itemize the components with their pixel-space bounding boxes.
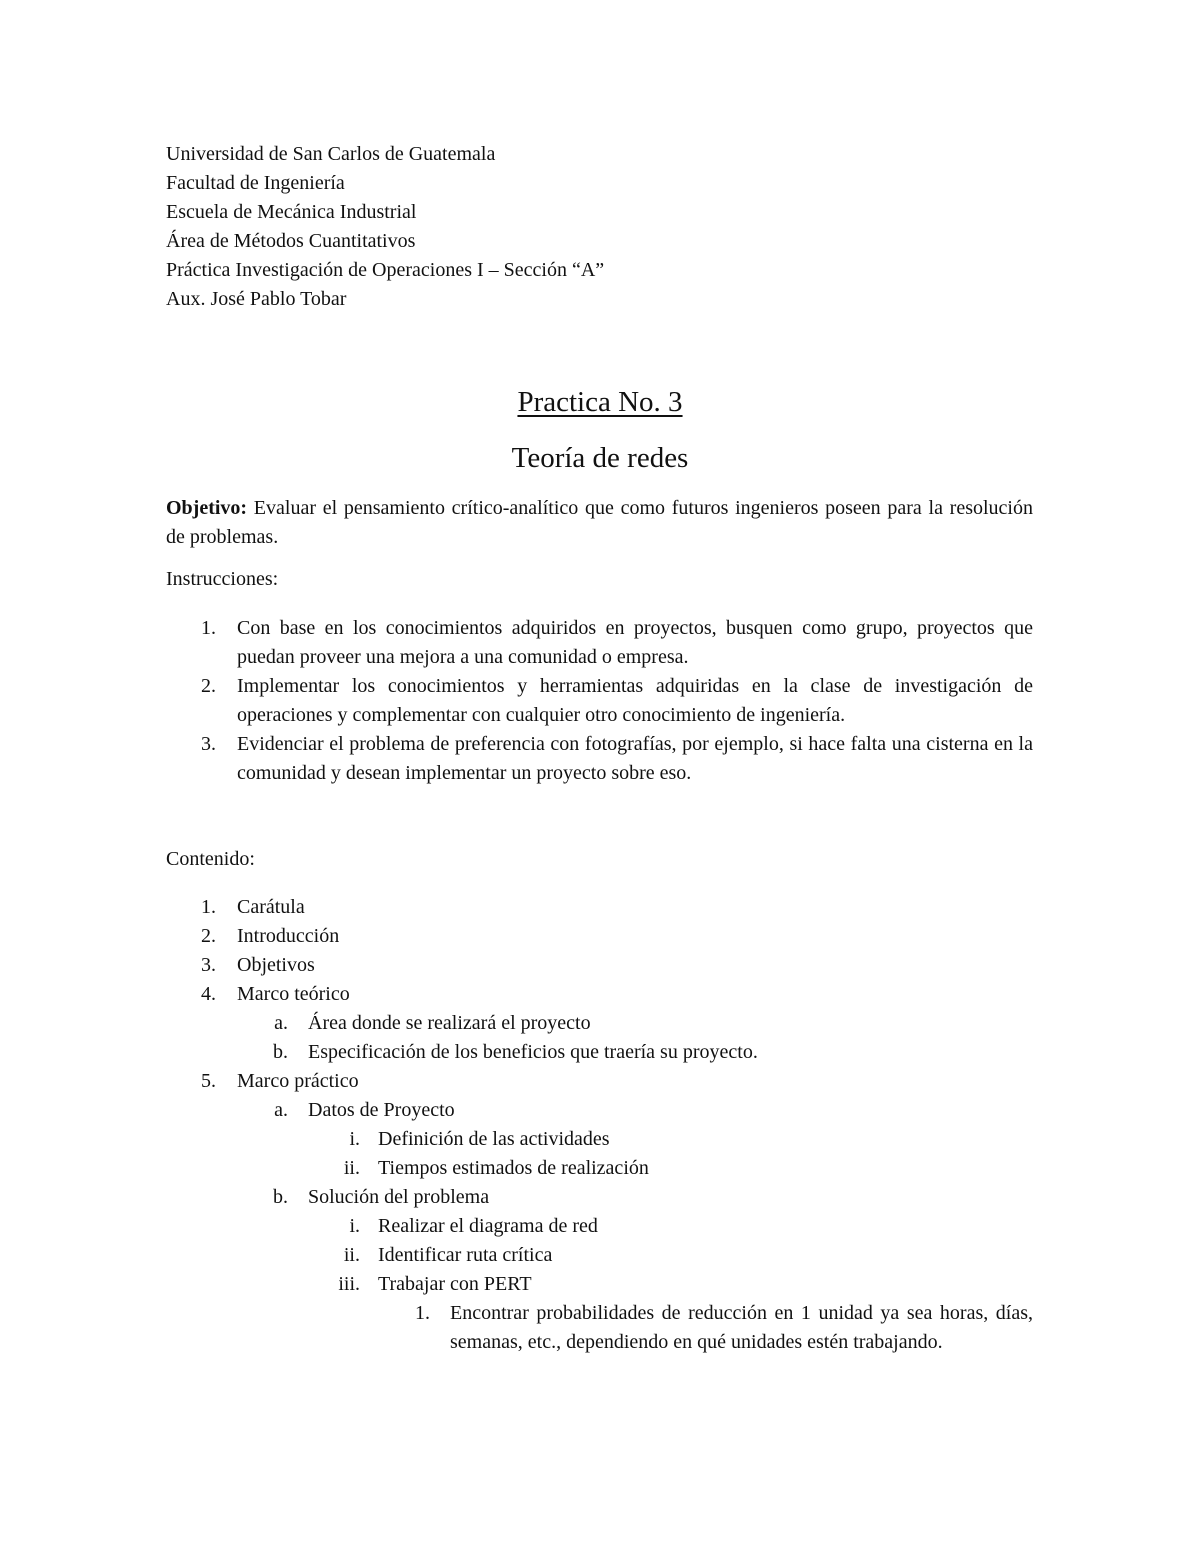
university-name: Universidad de San Carlos de Guatemala [166, 143, 496, 165]
contents-item-text: Marco teórico [237, 983, 350, 1005]
list-marker: i. [349, 1215, 360, 1237]
contents-item-text: Realizar el diagrama de red [378, 1215, 598, 1237]
instructions-list [201, 614, 1033, 788]
contents-item-level-2 [166, 1183, 1033, 1212]
contents-item-level-3 [166, 1241, 1033, 1270]
list-marker: 1. [201, 896, 216, 918]
objective-paragraph [166, 494, 1033, 552]
contents-item-text: Especificación de los beneficios que traería su proyecto. [308, 1041, 758, 1063]
school-name: Escuela de Mecánica Industrial [166, 201, 417, 223]
list-marker: b. [273, 1186, 288, 1208]
contents-item-level-1 [166, 951, 1033, 980]
list-marker: 2. [201, 675, 216, 697]
course-section: Práctica Investigación de Operaciones I – Sección “A” [166, 259, 605, 281]
instruction-item [201, 730, 1033, 788]
contents-item-level-1 [166, 1067, 1033, 1096]
contents-item-level-1 [166, 922, 1033, 951]
contents-item-text: Marco práctico [237, 1070, 359, 1092]
contents-item-level-3 [166, 1154, 1033, 1183]
contents-item-text: Trabajar con PERT [378, 1273, 532, 1295]
list-marker: 2. [201, 925, 216, 947]
contents-item-level-2 [166, 1009, 1033, 1038]
objective-label: Objetivo: [166, 497, 248, 519]
contents-item-text: Carátula [237, 896, 305, 918]
contents-heading: Contenido: [166, 848, 255, 870]
document-header [166, 140, 604, 314]
instruction-item [201, 672, 1033, 730]
instructions-heading: Instrucciones: [166, 568, 279, 590]
contents-item-level-4 [166, 1299, 1033, 1357]
contents-item-level-2 [166, 1038, 1033, 1067]
list-marker: a. [274, 1099, 288, 1121]
contents-item-text: Área donde se realizará el proyecto [308, 1012, 591, 1034]
contents-item-text: Objetivos [237, 954, 315, 976]
contents-item-text: Datos de Proyecto [308, 1099, 455, 1121]
instruction-text: Evidenciar el problema de preferencia con fotografías, por ejemplo, si hace falta una cisterna en la comunidad y desean implementar un proyecto sobre eso. [237, 733, 1033, 784]
list-marker: 3. [201, 733, 216, 755]
list-marker: ii. [343, 1244, 360, 1266]
faculty-name: Facultad de Ingeniería [166, 172, 345, 194]
list-marker: 1. [415, 1302, 430, 1324]
assistant-name: Aux. José Pablo Tobar [166, 288, 347, 310]
contents-item-text: Identificar ruta crítica [378, 1244, 553, 1266]
instruction-text: Con base en los conocimientos adquiridos en proyectos, busquen como grupo, proyectos que puedan proveer una mejora a una comunidad o empresa. [237, 617, 1033, 668]
list-marker: ii. [343, 1157, 360, 1179]
list-marker: 5. [201, 1070, 216, 1092]
list-marker: b. [273, 1041, 288, 1063]
contents-item-text: Solución del problema [308, 1186, 490, 1208]
instruction-item [201, 614, 1033, 672]
instruction-text: Implementar los conocimientos y herramientas adquiridas en la clase de investigación de operaciones y complementar con cualquier otro conocimiento de ingeniería. [237, 675, 1033, 726]
objective-text: Evaluar el pensamiento crítico-analítico que como futuros ingenieros poseen para la resolución de problemas. [166, 497, 1033, 548]
list-marker: 1. [201, 617, 216, 639]
list-marker: 4. [201, 983, 216, 1005]
contents-item-level-3 [166, 1125, 1033, 1154]
list-marker: 3. [201, 954, 216, 976]
list-marker: a. [274, 1012, 288, 1034]
contents-item-text: Tiempos estimados de realización [378, 1157, 649, 1179]
area-name: Área de Métodos Cuantitativos [166, 230, 416, 252]
document-title: Practica No. 3 [517, 386, 683, 418]
contents-item-text: Introducción [237, 925, 340, 947]
contents-item-level-1 [166, 980, 1033, 1009]
list-marker: iii. [338, 1273, 360, 1295]
contents-item-level-2 [166, 1096, 1033, 1125]
contents-item-text: Encontrar probabilidades de reducción en 1 unidad ya sea horas, días, semanas, etc., dependiendo en qué unidades estén trabajando. [450, 1302, 1033, 1353]
list-marker: i. [349, 1128, 360, 1150]
contents-item-level-3 [166, 1212, 1033, 1241]
contents-list [166, 893, 1033, 1357]
contents-item-level-1 [166, 893, 1033, 922]
document-subtitle: Teoría de redes [511, 442, 689, 474]
contents-item-text: Definición de las actividades [378, 1128, 610, 1150]
contents-item-level-3 [166, 1270, 1033, 1299]
